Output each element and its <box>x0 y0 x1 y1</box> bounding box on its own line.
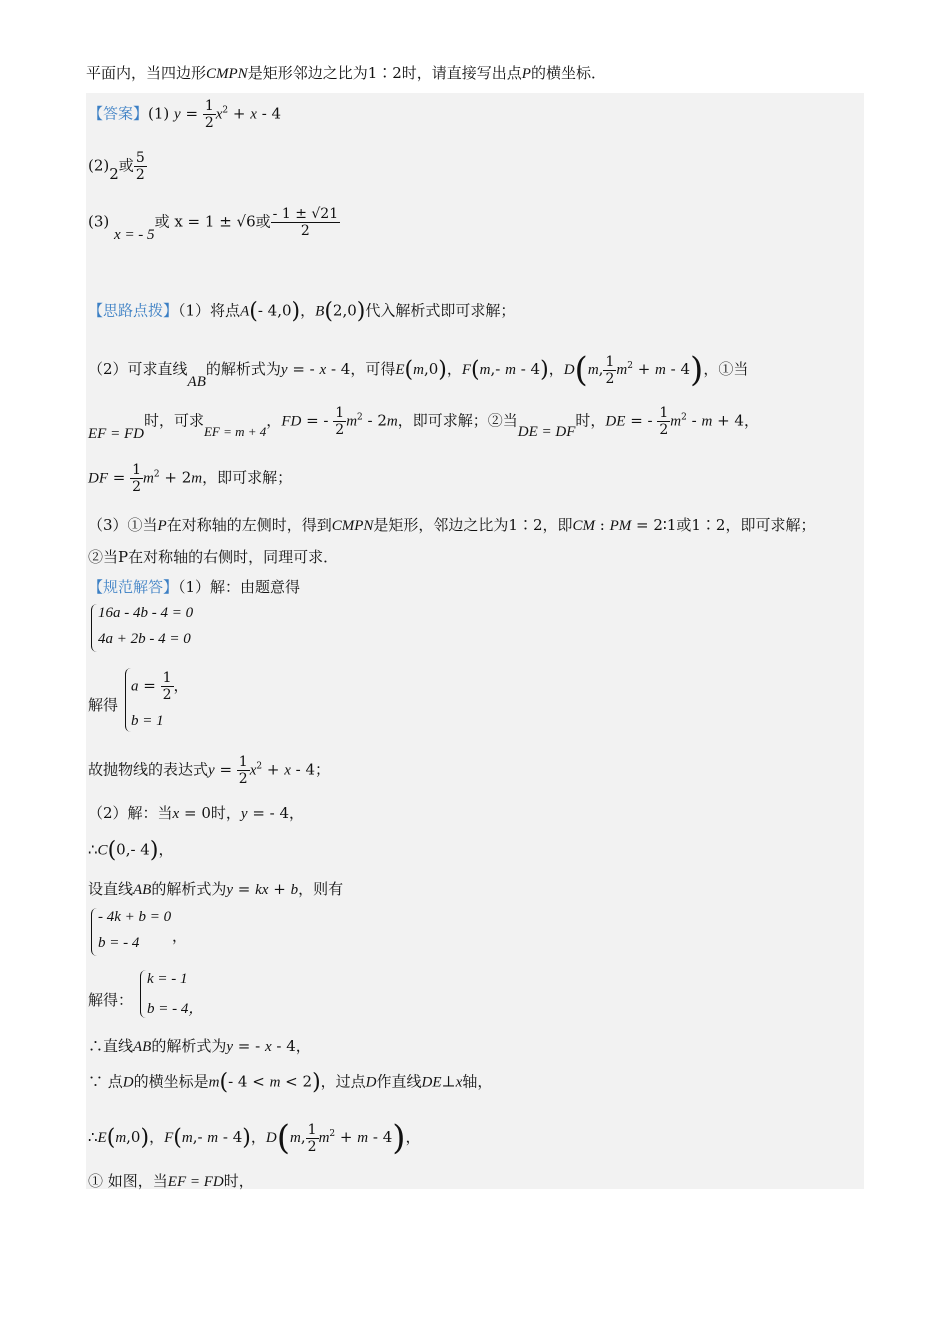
answer-part2: (2)2或 $\frac{5}{2}$ <box>88 150 145 183</box>
solve2-brace <box>140 970 147 1018</box>
parabola-expression: 故抛物线的表达式y = $\frac{1}{2}$ $x^2 + x - 4$； <box>88 754 331 787</box>
solution-tag: 【规范解答】 <box>88 578 179 596</box>
solve2-label: 解得： <box>88 991 134 1009</box>
system1-eq1: 16a - 4b - 4 = 0 <box>98 605 194 621</box>
hint-line1: 【思路点拨】（1）将点A(- 4,0)，B(2,0)代入解析式即可求解； <box>88 299 516 324</box>
solution-heading: 【规范解答】（1）解：由题意得 <box>88 578 301 596</box>
line-ab-expression: ∴直线AB的解析式为y = - x - 4， <box>88 1037 311 1055</box>
hint-tag: 【思路点拨】 <box>88 301 179 320</box>
system1-eq2: 4a + 2b - 4 = 0 <box>98 631 191 647</box>
solve1-a: a = $\frac{1}{2}$ ， <box>131 670 189 703</box>
solve1-label: 解得 <box>88 696 119 714</box>
system1-brace <box>91 604 98 652</box>
hint-line5: （3）①当P在对称轴的左侧时，得到CMPN是矩形，邻边之比为1∶2，即CM : PM = 2∶1或1∶2，即可求解； <box>88 516 816 534</box>
hint-line2: （2）可求直线AB的解析式为y = - x - 4，可得E(m,0)，F(m,- m - 4)，D(m, $\frac{1}{2}$ $m^2 + m - 4$)，①当 <box>88 350 749 390</box>
points-efd: ∴E(m,0)，F(m,- m - 4)，D(m, $\frac{1}{2}$ $m^2 + m - 4$)， <box>88 1118 421 1158</box>
part2-line1: （2）解：当x = 0时，y = - 4， <box>88 804 305 822</box>
hint-line3: EF = FD时，可求EF = m + 4，FD = - $\frac{1}{2}$ $m^2 - 2m$，即可求解；②当DE = DF时，DE = - $\frac{1}{2}$ $m^2 - m + 4$， <box>88 405 759 442</box>
answer-part1: 【答案】(1) y = $\frac{1}{2}$ $x^2 + x - 4$ <box>88 98 282 131</box>
solve2-a: k = - 1 <box>147 971 188 987</box>
problem-intro: 平面内，当四边形CMPN是矩形邻边之比为1∶2时，请直接写出点P的横坐标． <box>86 64 606 82</box>
answer-tag: 【答案】 <box>88 104 149 123</box>
solve1-b: b = 1 <box>131 713 164 729</box>
answer-part3: (3) x = - 5或 x = 1 ± √6或 $\frac{- 1 \pm √21}{2}$ <box>88 206 339 243</box>
system2-comma: ， <box>172 927 188 945</box>
case1-statement: ① 如图，当EF = FD时， <box>88 1172 254 1190</box>
solution-panel <box>86 93 864 1189</box>
point-d-statement: ∵ 点D的横坐标是m(- 4 < m < 2)，过点D作直线DE⊥x轴， <box>88 1070 493 1095</box>
hint-line6: ②当P在对称轴的右侧时，同理可求． <box>88 548 339 566</box>
system2-eq2: b = - 4 <box>98 935 140 951</box>
part2-setup: 设直线AB的解析式为y = kx + b，则有 <box>88 880 344 898</box>
hint-line4: DF = $\frac{1}{2}$ $m^2 + 2m$，即可求解； <box>88 462 293 495</box>
part2-point-c: ∴C(0,- 4)， <box>88 838 174 863</box>
system2-brace <box>91 908 98 956</box>
solve2-b: b = - 4， <box>147 1001 204 1017</box>
system2-eq1: - 4k + b = 0 <box>98 909 172 925</box>
